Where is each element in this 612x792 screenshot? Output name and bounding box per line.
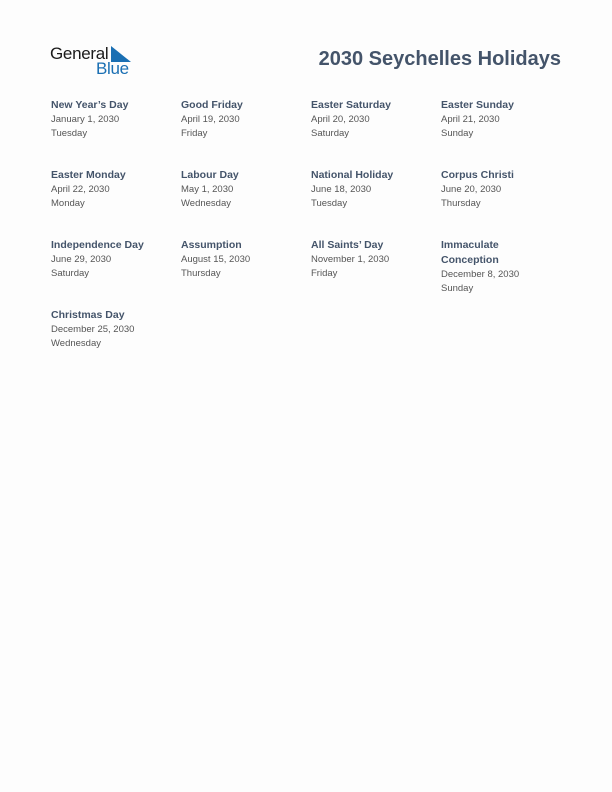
holiday-date: January 1, 2030 xyxy=(51,114,120,125)
holiday-name: National Holiday xyxy=(311,169,394,181)
holiday-item xyxy=(181,98,311,168)
holiday-date: December 25, 2030 xyxy=(51,324,135,335)
generalblue-logo xyxy=(50,44,140,78)
holiday-date: November 1, 2030 xyxy=(311,254,390,265)
holiday-weekday: Sunday xyxy=(441,128,474,139)
holiday-weekday: Monday xyxy=(51,198,85,209)
holiday-item xyxy=(311,238,441,308)
holiday-item xyxy=(51,98,181,168)
holiday-item xyxy=(441,98,571,168)
holiday-weekday: Saturday xyxy=(311,128,350,139)
holiday-row xyxy=(51,308,571,378)
holiday-name: All Saints’ Day xyxy=(311,239,384,251)
holiday-row xyxy=(51,168,571,238)
holiday-weekday: Wednesday xyxy=(181,198,231,209)
holiday-name: Good Friday xyxy=(181,99,243,111)
holiday-date: June 29, 2030 xyxy=(51,254,112,265)
holiday-item xyxy=(441,168,571,238)
holiday-weekday: Thursday xyxy=(181,268,221,279)
holiday-name: Assumption xyxy=(181,239,242,251)
holiday-weekday: Tuesday xyxy=(51,128,88,139)
logo-word-blue: Blue xyxy=(96,59,129,78)
holiday-weekday: Friday xyxy=(181,128,208,139)
holiday-name: Independence Day xyxy=(51,239,144,251)
holiday-grid xyxy=(51,98,571,378)
holiday-date: April 22, 2030 xyxy=(51,184,110,195)
holiday-item xyxy=(181,168,311,238)
holiday-weekday: Wednesday xyxy=(51,338,101,349)
holiday-item xyxy=(51,238,181,308)
holiday-item xyxy=(51,308,181,378)
holiday-name: Christmas Day xyxy=(51,309,125,321)
holiday-weekday: Friday xyxy=(311,268,338,279)
holiday-date: June 18, 2030 xyxy=(311,184,372,195)
holiday-weekday: Saturday xyxy=(51,268,90,279)
holiday-item xyxy=(311,168,441,238)
holiday-name: New Year’s Day xyxy=(51,99,129,111)
holiday-date: April 19, 2030 xyxy=(181,114,240,125)
holiday-date: June 20, 2030 xyxy=(441,184,502,195)
holiday-row xyxy=(51,98,571,168)
holiday-name: Labour Day xyxy=(181,169,239,181)
holiday-item xyxy=(51,168,181,238)
holiday-name: Easter Sunday xyxy=(441,99,514,111)
holiday-item xyxy=(311,98,441,168)
holiday-date: August 15, 2030 xyxy=(181,254,251,265)
page-title: 2030 Seychelles Holidays xyxy=(318,48,561,70)
holiday-name: Corpus Christi xyxy=(441,169,514,181)
holiday-row xyxy=(51,238,571,308)
holiday-weekday: Sunday xyxy=(441,283,474,294)
holiday-date: May 1, 2030 xyxy=(181,184,234,195)
logo-word-general: General xyxy=(50,44,109,63)
holiday-item xyxy=(181,238,311,308)
holiday-name: Easter Saturday xyxy=(311,99,391,111)
holiday-date: December 8, 2030 xyxy=(441,269,520,280)
holiday-name: Immaculate Conception xyxy=(441,239,499,266)
holiday-item xyxy=(441,238,571,308)
holiday-date: April 20, 2030 xyxy=(311,114,370,125)
holiday-weekday: Thursday xyxy=(441,198,481,209)
holiday-weekday: Tuesday xyxy=(311,198,348,209)
holiday-date: April 21, 2030 xyxy=(441,114,500,125)
holiday-name: Easter Monday xyxy=(51,169,126,181)
